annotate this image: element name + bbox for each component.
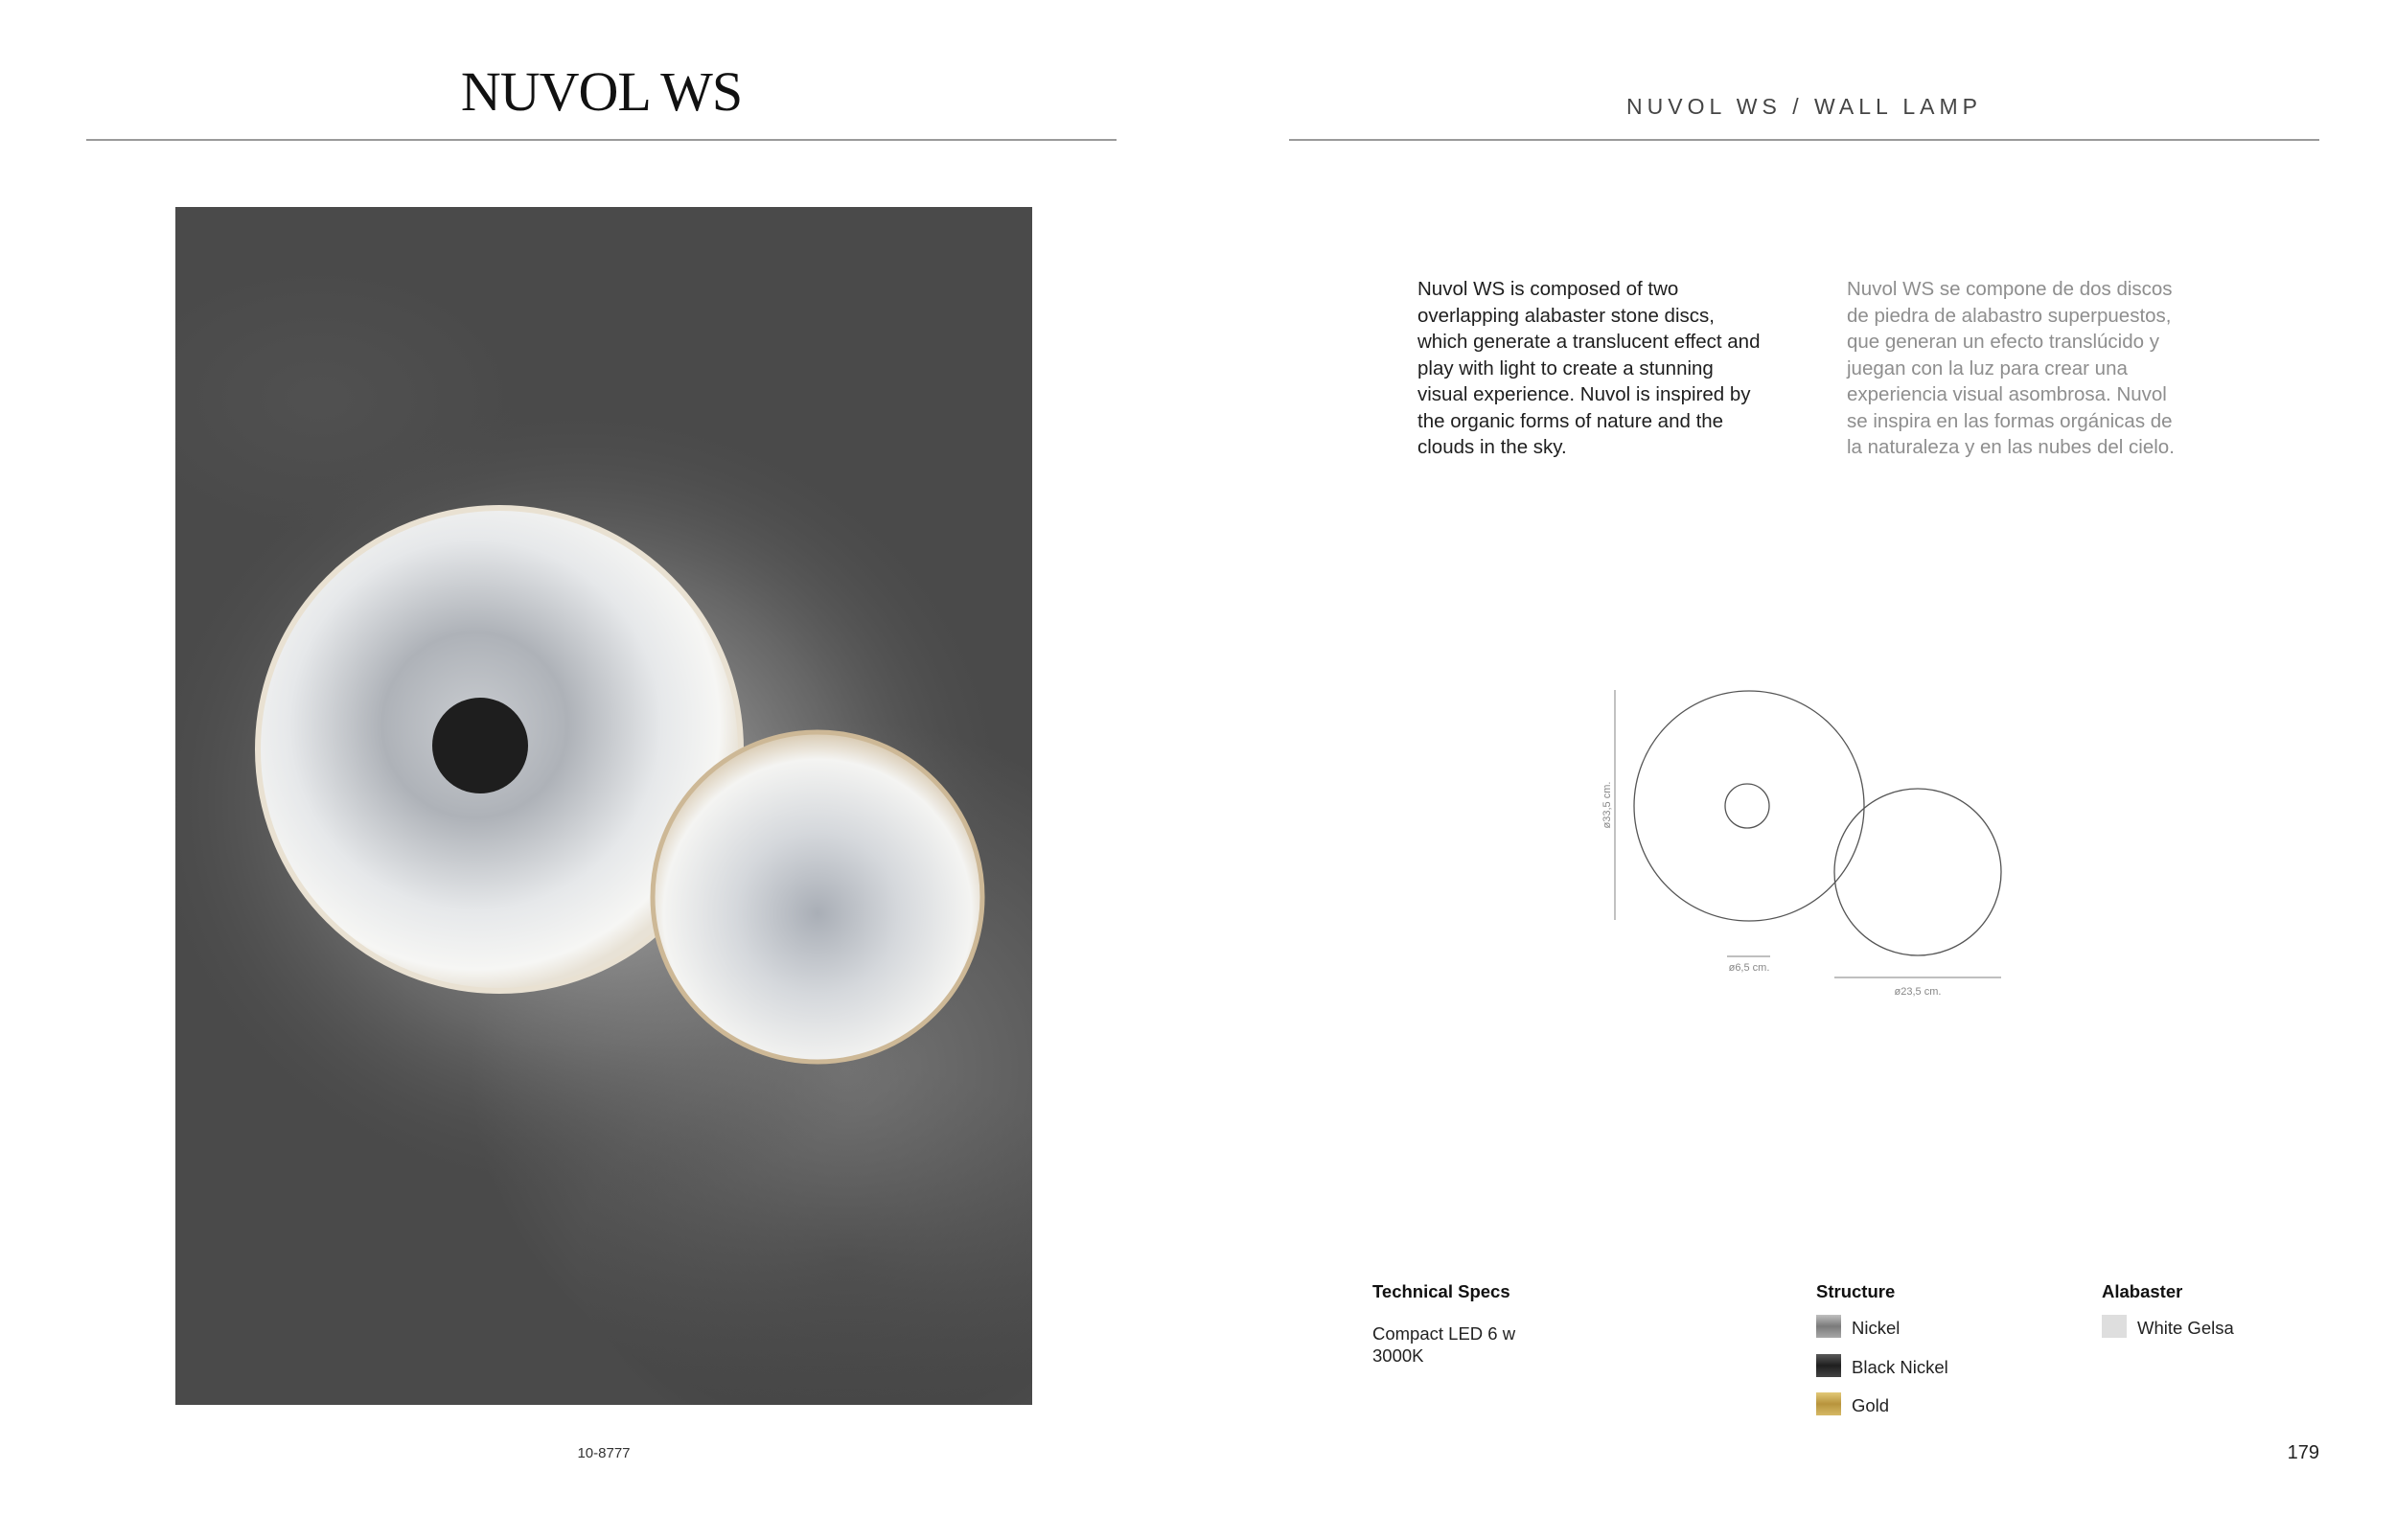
nickel-swatch xyxy=(1816,1315,1841,1338)
left-header-rule xyxy=(86,139,1117,141)
center-dimension-label: ø6,5 cm. xyxy=(1728,962,1770,974)
page-subtitle: NUVOL WS / WALL LAMP xyxy=(1626,94,1982,119)
small-alabaster-disc xyxy=(653,732,982,1062)
black-nickel-swatch xyxy=(1816,1354,1841,1377)
product-photo xyxy=(175,207,1032,1405)
footer-code: 10-8777 xyxy=(577,1445,631,1461)
technical-drawing xyxy=(1591,676,2013,1021)
technical-specs-heading: Technical Specs xyxy=(1372,1281,1510,1301)
right-header-rule xyxy=(1289,139,2319,141)
lamp-illustration xyxy=(175,207,1032,1405)
small-disc-dimension-label: ø23,5 cm. xyxy=(1894,986,1942,998)
technical-spec-temperature: 3000K xyxy=(1372,1345,1424,1366)
product-title: NUVOL WS xyxy=(460,60,743,123)
white-gelsa-swatch xyxy=(2102,1315,2127,1338)
technical-spec-led: Compact LED 6 w xyxy=(1372,1323,1516,1344)
center-cap xyxy=(432,698,528,793)
small-disc-outline xyxy=(1834,789,2001,955)
alabaster-heading: Alabaster xyxy=(2102,1281,2183,1301)
structure-option-gold: Gold xyxy=(1852,1395,1890,1415)
alabaster-option-white-gelsa: White Gelsa xyxy=(2137,1318,2234,1338)
page-number: 179 xyxy=(2287,1442,2319,1463)
height-dimension-label: ø33,5 cm. xyxy=(1601,781,1613,829)
structure-option-black-nickel: Black Nickel xyxy=(1852,1357,1948,1377)
gold-swatch xyxy=(1816,1392,1841,1415)
description-english: Nuvol WS is composed of two overlapping alabaster stone discs, which generate a translucent effect and play with light to create a stunning visual experience. Nuvol is inspired by the organic forms of nature and the clouds in the sky. xyxy=(1417,278,1761,458)
center-cap-outline xyxy=(1725,784,1769,828)
dimension-diagram xyxy=(1591,676,2013,1021)
structure-option-nickel: Nickel xyxy=(1852,1318,1901,1338)
large-disc-outline xyxy=(1634,691,1864,921)
structure-heading: Structure xyxy=(1816,1281,1896,1301)
description-spanish: Nuvol WS se compone de dos discos de piedra de alabastro superpuestos, que generan un efecto translúcido y juegan con la luz para crear una experiencia visual asombrosa. Nuvol se inspira en las formas orgánicas de la naturaleza y en las nubes del cielo. xyxy=(1847,278,2175,458)
